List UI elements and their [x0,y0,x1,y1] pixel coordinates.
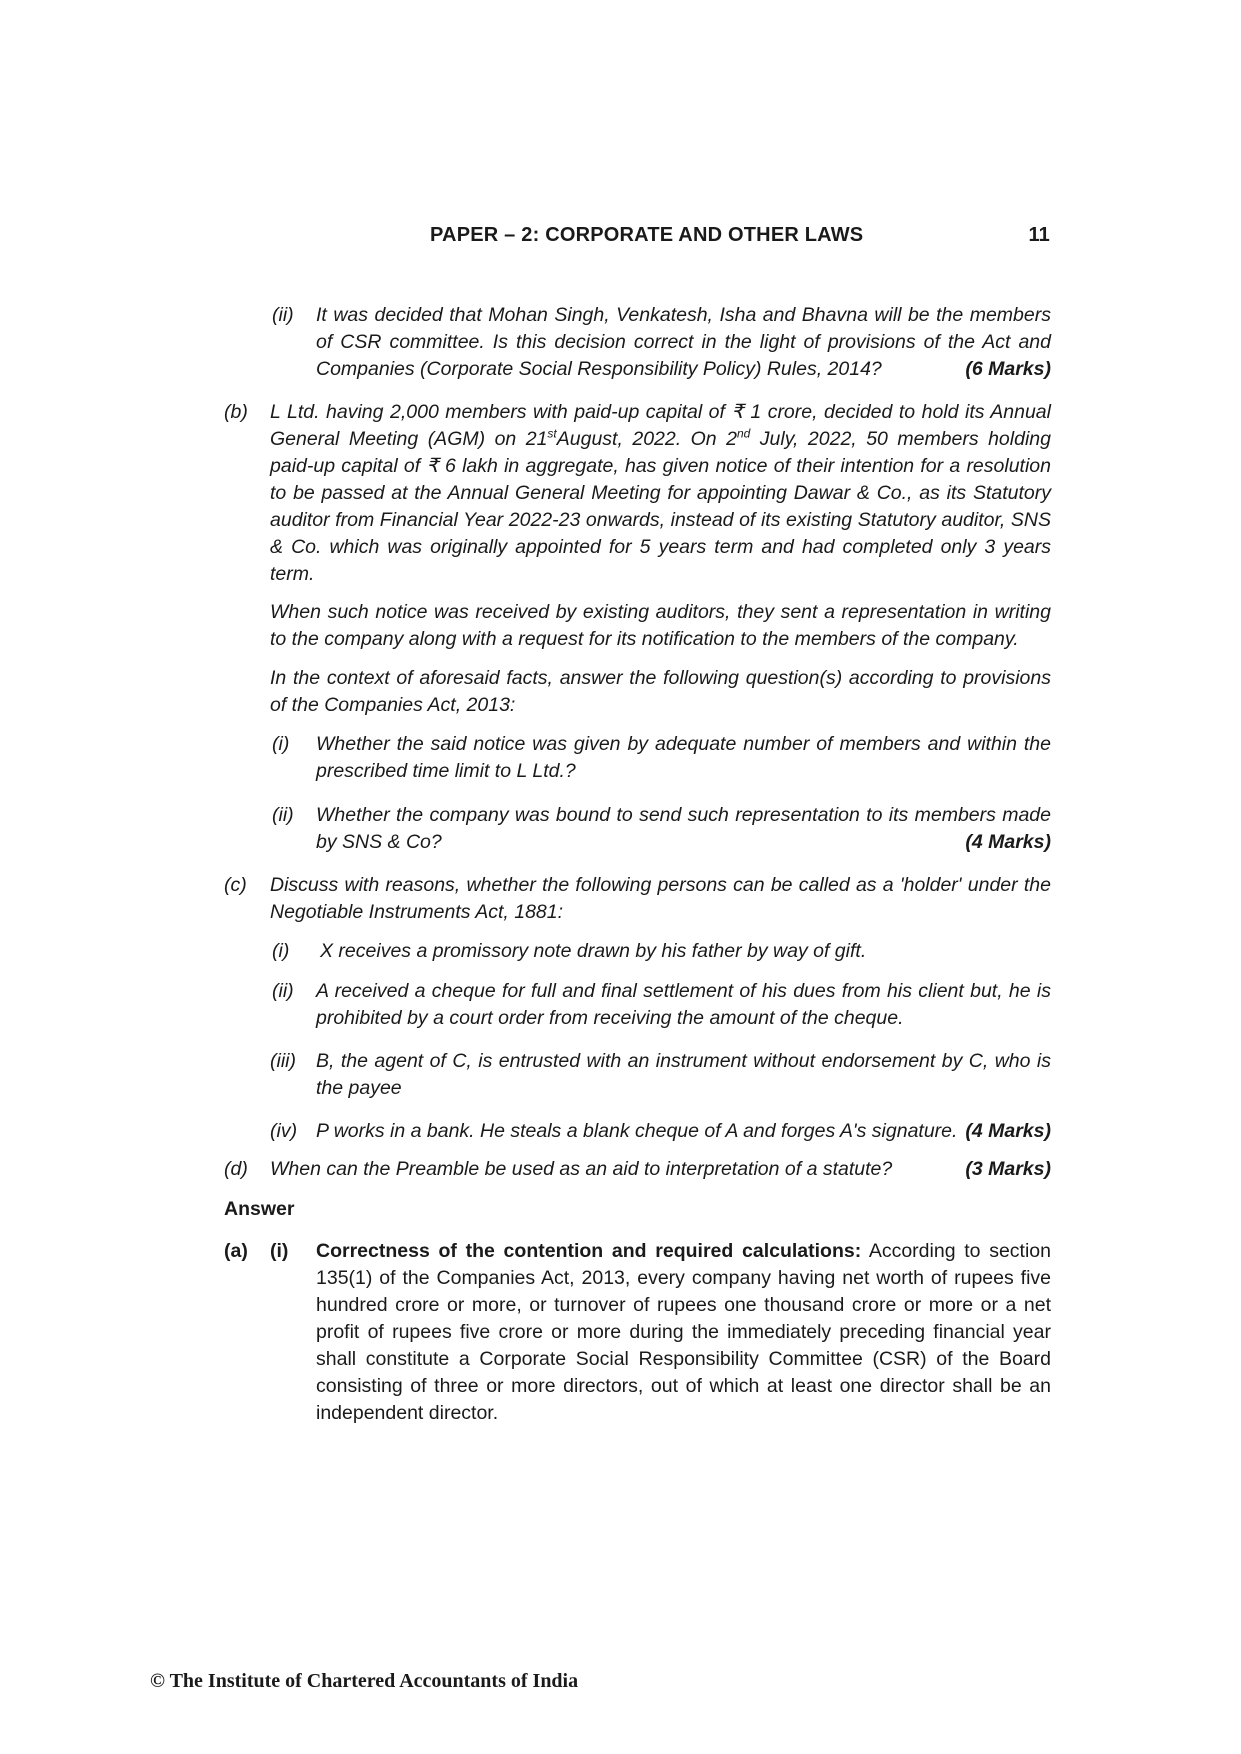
question-c-iii-text: B, the agent of C, is entrusted with an instrument without endorsement by C, who is the payee [316,1050,1051,1099]
question-c-iii-label: (iii) [270,1050,296,1072]
page-number: 11 [1028,224,1050,246]
question-d-label: (d) [224,1158,248,1180]
question-b-i-label: (i) [272,733,290,755]
ordinal-suffix: st [547,426,557,441]
question-b-ii-label: (ii) [272,804,294,826]
answer-bold-lead: Correctness of the contention and required calculations: [316,1240,862,1262]
question-b-paragraph-2: When such notice was received by existing auditors, they sent a representation in writing to the company along with a request for its notification to the members of the company. [270,601,1051,650]
question-b-text-part-1: L Ltd. having 2,000 members with paid-up capital of ₹ 1 crore, decided to hold its Annual General Meeting (AGM) on 21 [270,401,1051,450]
copyright-footer: © The Institute of Chartered Accountants of India [150,1670,579,1692]
question-b-paragraph-3: In the context of aforesaid facts, answer the following question(s) according to provisions of the Companies Act, 2013: [270,667,1051,716]
question-d [270,1156,1051,1183]
question-b-marks: (4 Marks) [965,831,1051,853]
question-c-iv-text: P works in a bank. He steals a blank cheque of A and forges A's signature. [316,1120,958,1142]
question-b-i-text: Whether the said notice was given by adequate number of members and within the prescribed time limit to L Ltd.? [316,733,1051,782]
question-d-text: When can the Preamble be used as an aid to interpretation of a statute? [270,1158,893,1180]
question-a-ii-text: It was decided that Mohan Singh, Venkatesh, Isha and Bhavna will be the members of CSR committee. Is this decision correct in the light of provisions of the Act and Companies (Corporate Social Responsibility Policy) Rules, 2014? [316,304,1051,380]
answer-heading: Answer [224,1198,295,1220]
question-b-label: (b) [224,401,248,423]
answer-a-i-label: (i) [270,1240,289,1262]
question-c-ii-label: (ii) [272,980,294,1002]
question-b-text-part-2: August, 2022. On 2 [556,428,737,450]
question-b-paragraph-1 [270,399,1051,588]
question-c-label: (c) [224,874,247,896]
question-b-text-part-3: July, 2022, 50 members holding paid-up capital of ₹ 6 lakh in aggregate, has given notice of their intention for a resolution to be passed at the Annual General Meeting for appointing Dawar & Co., as its Statutory auditor from Financial Year 2022-23 onwards, instead of its existing Statutory auditor, SNS & Co. which was originally appointed for 5 years term and had completed only 3 years term. [270,428,1051,585]
question-b-ii-text: Whether the company was bound to send such representation to its members made by SNS & Co? [316,804,1051,853]
answer-a-i-text [316,1238,1051,1427]
question-c-ii-text: A received a cheque for full and final settlement of his dues from his client but, he is prohibited by a court order from receiving the amount of the cheque. [316,980,1051,1029]
answer-a-label: (a) [224,1240,248,1262]
answer-body: According to section 135(1) of the Companies Act, 2013, every company having net worth of rupees five hundred crore or more, or turnover of rupees one thousand crore or more or a net profit of rupees five crore or more during the immediately preceding financial year shall constitute a Corporate Social Responsibility Committee (CSR) of the Board consisting of three or more directors, out of which at least one director shall be an independent director. [316,1240,1051,1424]
ordinal-suffix: nd [736,426,751,441]
question-c-marks: (4 Marks) [965,1120,1051,1142]
question-c-i-label: (i) [272,940,290,962]
question-c-iv-label: (iv) [270,1120,298,1142]
question-a-ii-marks: (6 Marks) [965,358,1051,380]
question-d-marks: (3 Marks) [965,1158,1051,1180]
question-a-ii-label: (ii) [272,304,294,326]
question-c-iv [316,1118,1051,1145]
question-b-ii [316,802,1051,856]
paper-title: PAPER – 2: CORPORATE AND OTHER LAWS [430,224,864,246]
question-c-i-text: X receives a promissory note drawn by his father by way of gift. [320,940,867,962]
question-c-text: Discuss with reasons, whether the following persons can be called as a 'holder' under the Negotiable Instruments Act, 1881: [270,874,1051,923]
question-a-ii [316,302,1051,383]
